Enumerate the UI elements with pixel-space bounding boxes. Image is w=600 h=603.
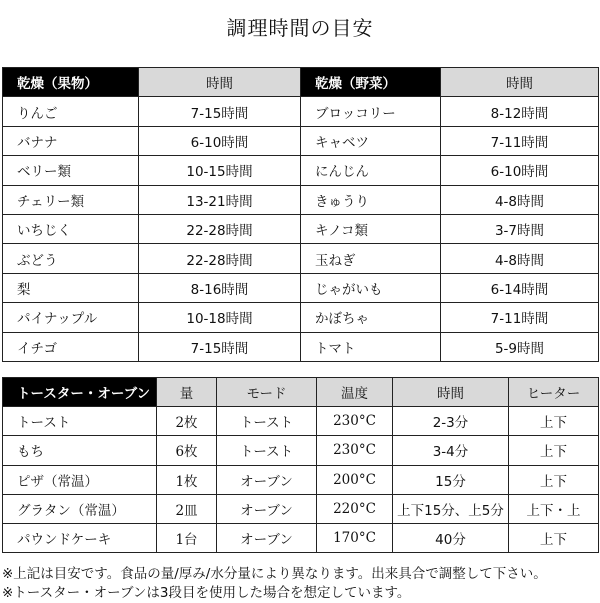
veg-name: キノコ類 <box>301 214 441 243</box>
veg-time: 4-8時間 <box>441 244 599 273</box>
mode-value: トースト <box>217 436 317 465</box>
toaster-oven-table <box>2 377 599 553</box>
table-row <box>3 273 599 302</box>
table-row <box>3 214 599 243</box>
fruit-name: イチゴ <box>3 332 139 361</box>
amount-header: 量 <box>157 378 217 407</box>
fruit-name: りんご <box>3 97 139 126</box>
heater-header: ヒーター <box>509 378 599 407</box>
toaster-name-header: トースター・オーブン <box>3 378 157 407</box>
fruit-time: 10-15時間 <box>139 156 301 185</box>
food-name: トースト <box>3 407 157 436</box>
fruit-time: 8-16時間 <box>139 273 301 302</box>
fruit-name: ぶどう <box>3 244 139 273</box>
veg-name: 玉ねぎ <box>301 244 441 273</box>
amount-value: 1枚 <box>157 465 217 494</box>
amount-value: 2枚 <box>157 407 217 436</box>
heater-value: 上下 <box>509 465 599 494</box>
fruit-time: 7-15時間 <box>139 332 301 361</box>
veg-time: 6-10時間 <box>441 156 599 185</box>
veg-time: 6-14時間 <box>441 273 599 302</box>
fruit-time: 10-18時間 <box>139 303 301 332</box>
time-header: 時間 <box>393 378 509 407</box>
fruit-time: 6-10時間 <box>139 126 301 155</box>
temp-value: 230°C <box>317 436 393 465</box>
temp-value: 220°C <box>317 494 393 523</box>
veg-time: 5-9時間 <box>441 332 599 361</box>
table-row <box>3 436 599 465</box>
table-row <box>3 185 599 214</box>
mode-value: オーブン <box>217 523 317 552</box>
table-row <box>3 126 599 155</box>
veg-time: 3-7時間 <box>441 214 599 243</box>
temp-value: 170°C <box>317 523 393 552</box>
time-value: 40分 <box>393 523 509 552</box>
footnote: ※上記は目安です。食品の量/厚み/水分量により異なります。出来具合で調整して下さい。 <box>2 566 547 582</box>
veg-name: にんじん <box>301 156 441 185</box>
fruit-time: 7-15時間 <box>139 97 301 126</box>
table-row <box>3 97 599 126</box>
veg-time: 4-8時間 <box>441 185 599 214</box>
table-row <box>3 332 599 361</box>
fruit-name: 梨 <box>3 273 139 302</box>
mode-value: オーブン <box>217 494 317 523</box>
table-row <box>3 244 599 273</box>
veg-name: ブロッコリー <box>301 97 441 126</box>
temp-value: 200°C <box>317 465 393 494</box>
table-row <box>3 465 599 494</box>
veg-name: じゃがいも <box>301 273 441 302</box>
page-title: 調理時間の目安 <box>226 16 374 40</box>
time-value: 15分 <box>393 465 509 494</box>
fruit-time-header: 時間 <box>139 68 301 97</box>
veg-time: 7-11時間 <box>441 303 599 332</box>
fruit-time: 13-21時間 <box>139 185 301 214</box>
food-name: グラタン（常温） <box>3 494 157 523</box>
table-row <box>3 523 599 552</box>
drying-header-row <box>3 68 599 97</box>
amount-value: 1台 <box>157 523 217 552</box>
fruit-time: 22-28時間 <box>139 244 301 273</box>
veg-name: かぼちゃ <box>301 303 441 332</box>
amount-value: 6枚 <box>157 436 217 465</box>
fruit-name: チェリー類 <box>3 185 139 214</box>
veg-time: 7-11時間 <box>441 126 599 155</box>
heater-value: 上下 <box>509 436 599 465</box>
time-value: 上下15分、上5分 <box>393 494 509 523</box>
fruit-name: いちじく <box>3 214 139 243</box>
amount-value: 2皿 <box>157 494 217 523</box>
fruit-header: 乾燥（果物） <box>3 68 139 97</box>
fruit-time: 22-28時間 <box>139 214 301 243</box>
fruit-name: ベリー類 <box>3 156 139 185</box>
footnote: ※トースター・オーブンは3段目を使用した場合を想定しています。 <box>2 585 411 601</box>
veg-name: キャベツ <box>301 126 441 155</box>
drying-time-table <box>2 67 599 362</box>
temp-header: 温度 <box>317 378 393 407</box>
veg-name: きゅうり <box>301 185 441 214</box>
mode-value: オーブン <box>217 465 317 494</box>
fruit-name: パイナップル <box>3 303 139 332</box>
food-name: ピザ（常温） <box>3 465 157 494</box>
toaster-header-row <box>3 378 599 407</box>
heater-value: 上下 <box>509 407 599 436</box>
table-row <box>3 156 599 185</box>
mode-header: モード <box>217 378 317 407</box>
temp-value: 230°C <box>317 407 393 436</box>
heater-value: 上下・上 <box>509 494 599 523</box>
veg-name: トマト <box>301 332 441 361</box>
table-row <box>3 303 599 332</box>
table-row <box>3 494 599 523</box>
food-name: もち <box>3 436 157 465</box>
time-value: 2-3分 <box>393 407 509 436</box>
heater-value: 上下 <box>509 523 599 552</box>
mode-value: トースト <box>217 407 317 436</box>
footnotes <box>2 565 598 603</box>
fruit-name: バナナ <box>3 126 139 155</box>
time-value: 3-4分 <box>393 436 509 465</box>
veg-time-header: 時間 <box>441 68 599 97</box>
table-row <box>3 407 599 436</box>
veg-header: 乾燥（野菜） <box>301 68 441 97</box>
food-name: パウンドケーキ <box>3 523 157 552</box>
veg-time: 8-12時間 <box>441 97 599 126</box>
